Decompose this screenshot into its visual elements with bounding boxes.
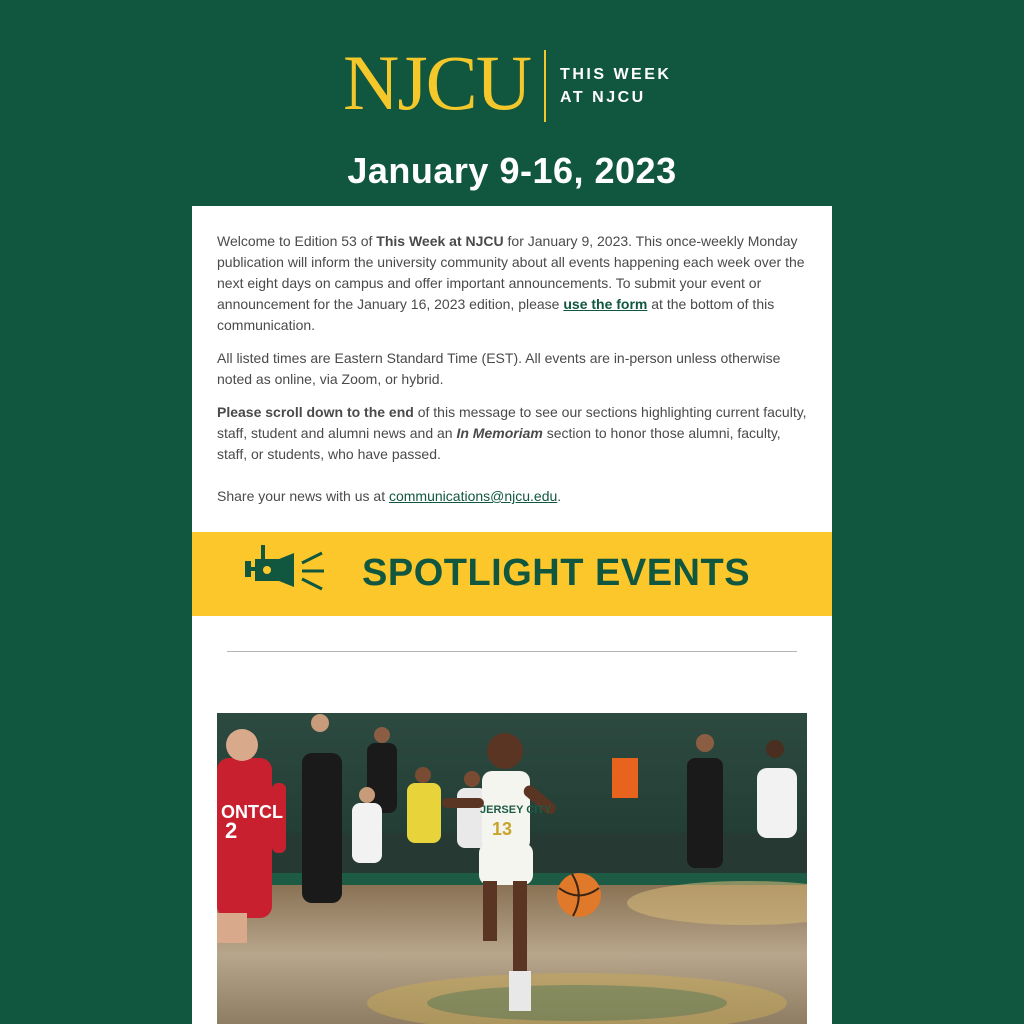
share-text-end: .: [557, 488, 562, 504]
logo-subtitle: [560, 63, 671, 109]
logo-subtitle-line2: AT NJCU: [560, 89, 646, 106]
submit-form-link[interactable]: use the form: [563, 296, 648, 312]
spotlight-title: SPOTLIGHT EVENTS: [362, 552, 751, 594]
email-link[interactable]: communications@njcu.edu: [388, 488, 558, 504]
share-news-paragraph: [217, 486, 807, 507]
njcu-logo[interactable]: [343, 39, 672, 126]
intro-paragraph-2: All listed times are Eastern Standard Time (EST). All events are in-person unless otherwise noted as online, via Zoom, or hybrid.: [217, 350, 781, 387]
home-jersey-number: 13: [492, 819, 513, 839]
scroll-note: Please scroll down to the end: [217, 404, 414, 420]
away-jersey-number: 2: [225, 818, 238, 843]
away-jersey-text: ONTCL: [221, 802, 283, 822]
spotlight-events-banner: [192, 532, 832, 616]
logo-wordmark: NJCU: [343, 39, 531, 126]
intro-text: Welcome to Edition 53 of: [217, 233, 377, 249]
newsletter-header: [0, 0, 1024, 206]
section-divider: [227, 651, 797, 652]
logo-subtitle-line1: THIS WEEK: [560, 66, 672, 83]
intro-section: [192, 206, 832, 507]
logo-divider: [544, 50, 546, 122]
intro-text: section to honor those alumni, faculty, staff, or students, who have passed.: [217, 425, 781, 462]
share-text: Share your news with us at: [217, 488, 389, 504]
basketball-photo[interactable]: [217, 713, 807, 1024]
basketball-photo-illustration: [217, 713, 807, 1024]
home-jersey-text: JERSEY CITY: [480, 804, 552, 816]
content-card: [192, 206, 832, 1024]
intro-paragraph-1: [217, 231, 807, 336]
intro-text: for January 9, 2023. This once-weekly Monday publication will inform the university community about all events happening each week over the next eight days on campus and offer important announcements. To submit your event or announcement for the January 16, 2023 edition, please: [217, 233, 805, 312]
spotlight-icon: [244, 545, 328, 601]
in-memoriam-label: In Memoriam: [456, 425, 543, 441]
intro-paragraph-3: [217, 402, 807, 465]
publication-name: This Week at NJCU: [376, 233, 504, 249]
issue-date: January 9-16, 2023: [347, 150, 677, 191]
intro-text: of this message to see our sections highlighting current faculty, staff, student and alumni news and an: [217, 404, 807, 441]
intro-text: at the bottom of this communication.: [217, 296, 775, 333]
